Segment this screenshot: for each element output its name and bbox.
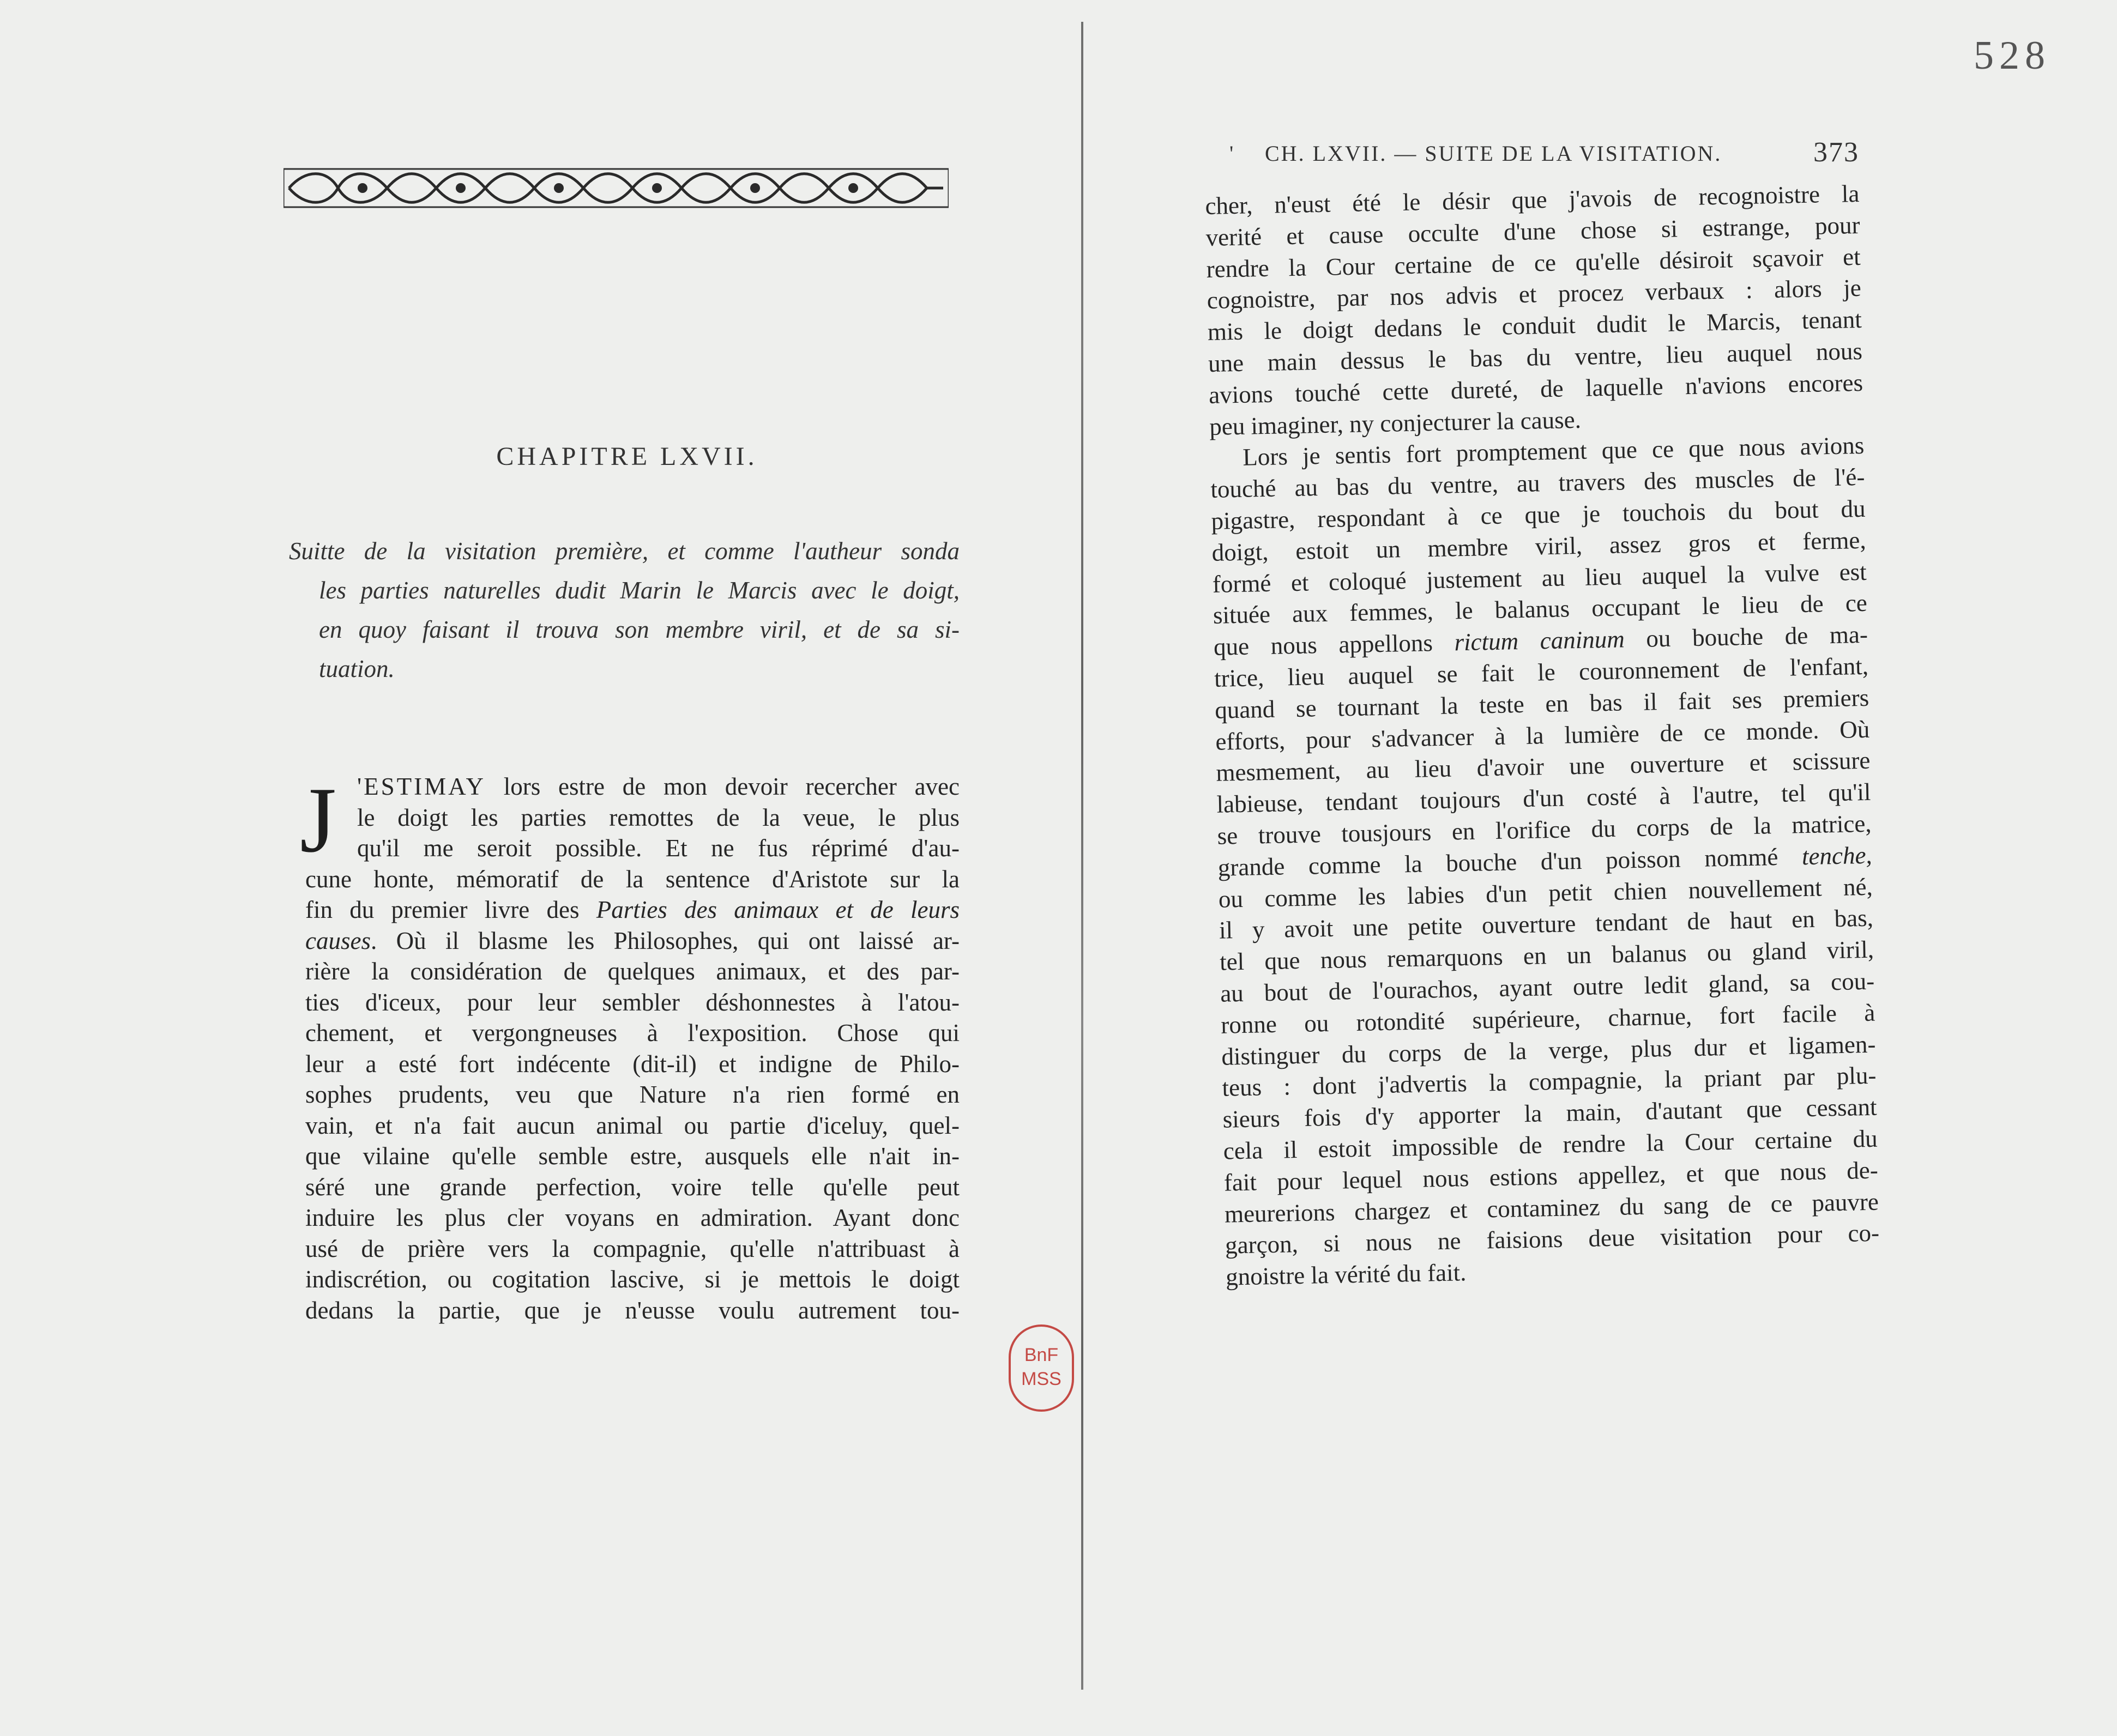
text-line: rendre la Cour certaine de ce qu'elle désiroit sçavoir et bbox=[1206, 243, 1861, 283]
text-line: causes. Où il blasme les Philosophes, qui ont laissé ar- bbox=[305, 927, 960, 954]
text-line: formé et coloqué justement au lieu auquel la vulve est bbox=[1212, 558, 1867, 598]
text-line: 'ESTIMAY lors estre de mon devoir recercher avec bbox=[357, 773, 960, 800]
text-line: induire les plus cler voyans en admiration. Ayant donc bbox=[305, 1204, 960, 1231]
text-line: usé de prière vers la compagnie, qu'elle n'attribuast à bbox=[305, 1235, 960, 1262]
text-line: cela il estoit impossible de rendre la Cour certaine du bbox=[1223, 1124, 1878, 1165]
left-page-body bbox=[300, 769, 960, 1326]
text-line: Lors je sentis fort promptement que ce que nous avions bbox=[1242, 432, 1865, 471]
text-line: rière la considération de quelques animaux, et des par- bbox=[305, 958, 960, 985]
text-line: cune honte, mémoratif de la sentence d'Aristote sur la bbox=[305, 865, 960, 893]
text-line: le doigt les parties remottes de la veue, le plus bbox=[357, 803, 960, 831]
text-line: sophes prudents, veu que Nature n'a rien formé en bbox=[305, 1081, 960, 1108]
text-line: qu'il me seroit possible. Et ne fus réprimé d'au- bbox=[357, 834, 960, 862]
summary-line: en quoy faisant il trouva son membre viril, et de sa si- bbox=[319, 616, 960, 643]
text-line: fait pour lequel nous estions appellez, et que nous de- bbox=[1223, 1156, 1879, 1196]
running-title: CH. LXVII. — SUITE DE LA VISITATION. bbox=[1265, 141, 1722, 166]
text-line: leur a esté fort indécente (dit-il) et indigne de Philo- bbox=[305, 1050, 960, 1078]
text-line: fin du premier livre des Parties des animaux et de leurs bbox=[305, 896, 960, 923]
text-line: se trouve tousjours en l'orifice du corps de la matrice, bbox=[1217, 809, 1872, 850]
text-line: quand se tournant la teste en bas il fait ses premiers bbox=[1214, 683, 1869, 724]
stamp-line: BnF bbox=[1024, 1345, 1059, 1365]
shelfmark-number: 528 bbox=[1974, 33, 2050, 78]
stamp-line: MSS bbox=[1021, 1369, 1061, 1389]
text-line: garçon, si nous ne faisions deue visitation pour co- bbox=[1225, 1219, 1880, 1259]
text-line: mis le doigt dedans le conduit dudit le Marcis, tenant bbox=[1207, 306, 1862, 346]
text-line: cher, n'eust été le désir que j'avois de recognoistre la bbox=[1205, 179, 1860, 220]
text-line: ronne ou rotondité supérieure, charnue, fort facile à bbox=[1220, 999, 1875, 1039]
text-line: mesmement, au lieu d'avoir une ouverture et scissure bbox=[1216, 747, 1871, 787]
text-line: efforts, pour s'advancer à la lumière de ce monde. Où bbox=[1215, 715, 1870, 755]
drop-cap: J bbox=[300, 769, 336, 872]
text-line: chement, et vergongneuses à l'exposition. Chose qui bbox=[305, 1019, 960, 1047]
text-line: il y avoit une petite ouverture tendant de haut en bas, bbox=[1219, 904, 1874, 945]
text-line: indiscrétion, ou cogitation lascive, si je mettois le doigt bbox=[305, 1266, 960, 1293]
chapter-title: CHAPITRE LXVII. bbox=[496, 442, 758, 471]
text-line: cognoistre, par nos advis et procez verbaux : alors je bbox=[1207, 274, 1862, 314]
text-line: teus : dont j'advertis la compagnie, la priant par plu- bbox=[1222, 1061, 1877, 1102]
text-line: trice, lieu auquel se fait le couronnement de l'enfant, bbox=[1214, 652, 1869, 692]
text-line: au bout de l'ourachos, ayant outre ledit gland, sa cou- bbox=[1220, 967, 1875, 1007]
bnf-mss-stamp bbox=[1009, 1324, 1074, 1412]
text-line: grande comme la bouche d'un poisson nommé tenche, bbox=[1217, 841, 1873, 881]
text-line: sieurs fois d'y apporter la main, d'autant que cessant bbox=[1222, 1093, 1877, 1133]
text-line: verité et cause occulte d'une chose si estrange, pour bbox=[1205, 211, 1860, 251]
text-line: vain, et n'a fait aucun animal ou partie d'iceluy, quel- bbox=[305, 1111, 960, 1139]
text-line: touché au bas du ventre, au travers des muscles de l'é- bbox=[1210, 463, 1865, 504]
text-line: dedans la partie, que je n'eusse voulu autrement tou- bbox=[305, 1296, 960, 1324]
text-line: meurerions chargez et contaminez du sang de ce pauvre bbox=[1224, 1188, 1879, 1228]
text-line: située aux femmes, le balanus occupant le lieu de ce bbox=[1213, 589, 1868, 630]
text-line: ou comme les labies d'un petit chien nouvellement né, bbox=[1218, 873, 1873, 913]
text-line: une main dessus le bas du ventre, lieu auquel nous bbox=[1208, 337, 1863, 377]
text-line: que vilaine qu'elle semble estre, ausquels elle n'ait in- bbox=[305, 1142, 960, 1170]
chapter-summary bbox=[289, 531, 960, 688]
text-line: pigastre, respondant à ce que je touchois du bout du bbox=[1211, 494, 1866, 535]
text-line: que nous appellons rictum caninum ou bouche de ma- bbox=[1213, 620, 1868, 661]
right-page-body bbox=[1205, 178, 1880, 1293]
text-line: doigt, estoit un membre viril, assez gros et ferme, bbox=[1211, 526, 1867, 566]
text-line: avions touché cette dureté, de laquelle n'avions encores bbox=[1208, 368, 1863, 409]
text-line: peu imaginer, ny conjecturer la cause. bbox=[1209, 406, 1582, 440]
page-gutter bbox=[1081, 22, 1083, 1690]
text-line: gnoistre la vérité du fait. bbox=[1225, 1259, 1467, 1291]
text-line: labieuse, tendant toujours d'un costé à l'autre, tel qu'il bbox=[1216, 778, 1871, 818]
text-line: tel que nous remarquons en un balanus ou gland viril, bbox=[1219, 935, 1874, 976]
page-number: 373 bbox=[1813, 137, 1859, 168]
text-line: séré une grande perfection, voire telle qu'elle peut bbox=[305, 1173, 960, 1201]
text-line: ties d'iceux, pour leur sembler déshonnestes à l'atou- bbox=[305, 988, 960, 1016]
header-mark: ' bbox=[1229, 141, 1235, 166]
text-line: distinguer du corps de la verge, plus dur et ligamen- bbox=[1221, 1030, 1876, 1070]
summary-line: Suitte de la visitation première, et comme l'autheur sonda bbox=[289, 537, 960, 565]
ornamental-headpiece bbox=[284, 164, 949, 213]
summary-line: les parties naturelles dudit Marin le Marcis avec le doigt, bbox=[319, 577, 960, 604]
summary-line: tuation. bbox=[319, 655, 395, 682]
